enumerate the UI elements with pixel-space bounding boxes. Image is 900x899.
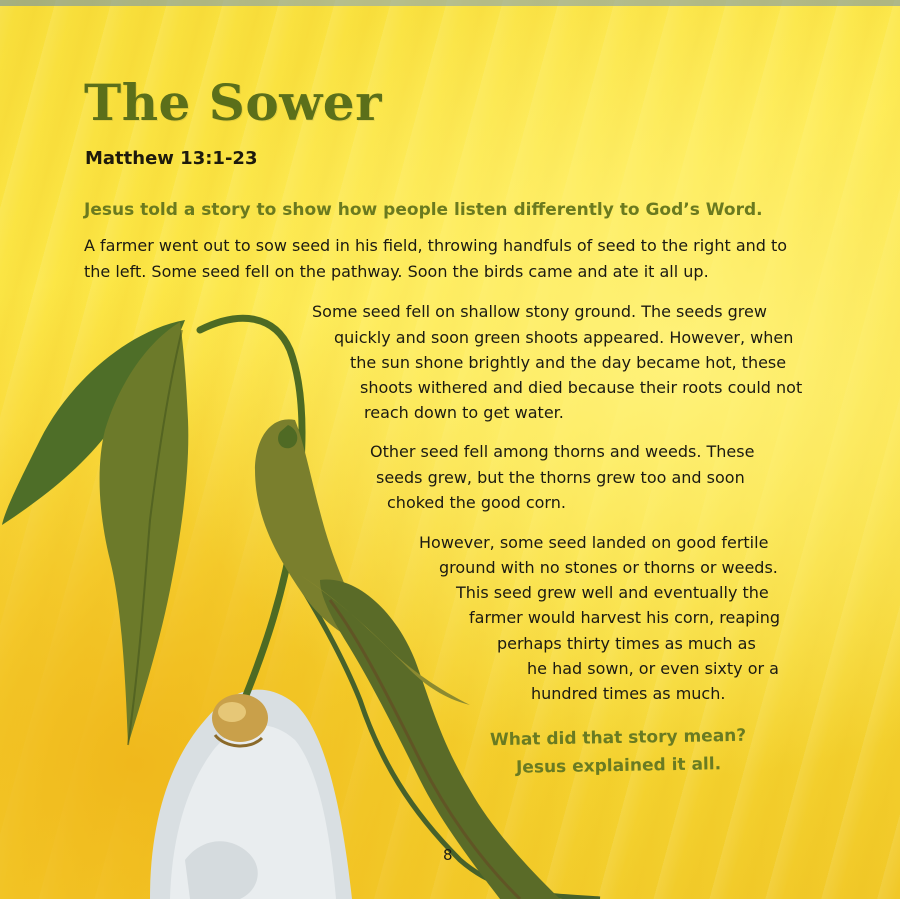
paragraph-4-line: This seed grew well and eventually the (456, 583, 769, 602)
paragraph-4-line: ground with no stones or thorns or weeds. (439, 558, 778, 577)
paragraph-3-line: Other seed fell among thorns and weeds. These (370, 442, 755, 461)
paragraph-4-line: hundred times as much. (531, 684, 726, 703)
paragraph-3-line: seeds grew, but the thorns grew too and soon (376, 468, 745, 487)
scripture-reference: Matthew 13:1-23 (85, 148, 258, 169)
lead-sentence: Jesus told a story to show how people listen differently to God’s Word. (84, 200, 763, 220)
paragraph-4-line: he had sown, or even sixty or a (527, 659, 779, 678)
page-title: The Sower (84, 73, 382, 132)
paragraph-2-line: quickly and soon green shoots appeared. However, when (334, 328, 794, 347)
paragraph-2-line: shoots withered and died because their roots could not (360, 378, 803, 397)
paragraph-2-line: Some seed fell on shallow stony ground. The seeds grew (312, 302, 767, 321)
paragraph-4-line: However, some seed landed on good fertile (419, 533, 769, 552)
paragraph-1-line: A farmer went out to sow seed in his field, throwing handfuls of seed to the right and to (84, 236, 788, 255)
paragraph-2-line: the sun shone brightly and the day became hot, these (350, 353, 787, 372)
closing-answer: Jesus explained it all. (515, 754, 722, 778)
paragraph-3-line: choked the good corn. (387, 493, 566, 512)
paragraph-1-line: the left. Some seed fell on the pathway. Soon the birds came and ate it all up. (84, 262, 709, 281)
paragraph-4-line: farmer would harvest his corn, reaping (469, 608, 781, 627)
paragraph-2-line: reach down to get water. (364, 403, 564, 422)
closing-question: What did that story mean? (489, 725, 747, 751)
paragraph-4-line: perhaps thirty times as much as (497, 634, 756, 653)
page-number: 8 (443, 846, 453, 864)
